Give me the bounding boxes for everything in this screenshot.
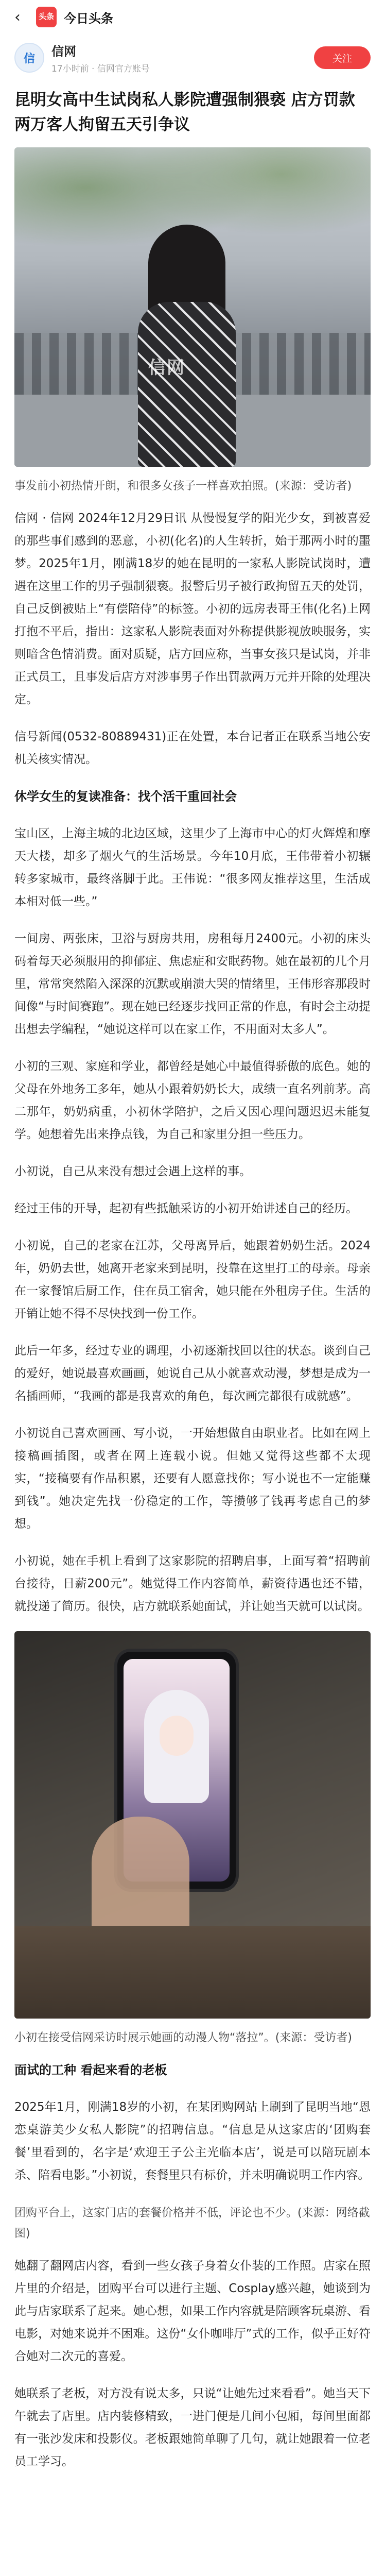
back-arrow-icon[interactable]: ‹ — [14, 8, 21, 26]
image-person-dress — [138, 302, 236, 467]
author-row — [0, 34, 385, 76]
image-1-caption: 事发前小初热情开朗，和很多女孩子一样喜欢拍照。(来源：受访者) — [14, 480, 352, 493]
paragraph-13: 团购平台上，这家门店的套餐价格并不低，评论也不少。(来源：网络截图) — [14, 2207, 370, 2240]
paragraph-9: 此后一年多，经过专业的调理，小初逐渐找回以往的状态。谈到自己的爱好，她说最喜欢画画，她说自己从小就喜欢动漫，梦想是成为一名插画师，“我画的都是我喜欢的角色，每次画完都很有成就感”。 — [14, 1344, 371, 1403]
section-heading-1: 休学女生的复读准备：找个活干重回社会 — [14, 789, 237, 804]
paragraph-15: 她联系了老板，对方没有说太多，只说“让她先过来看看”。她当天下午就去了店里。店内装修精致，一进门便是几间小包厢，每间里面都有一张沙发床和投影仪。老板跟她简单聊了几句，就让她跟着一位老员工学习。 — [14, 2387, 371, 2468]
author-meta: 17小时前 · 信网官方账号 — [51, 64, 150, 74]
app-logo-icon: 头条 — [36, 7, 57, 27]
article-image-2[interactable] — [14, 1631, 371, 2019]
follow-button[interactable]: 关注 — [314, 46, 371, 69]
app-name: 今日头条 — [64, 11, 113, 26]
paragraph-5: 小初的三观、家庭和学业，都曾经是她心中最值得骄傲的底色。她的父母在外地务工多年，她从小跟着奶奶长大，成绩一直名列前茅。高二那年，奶奶病重，小初休学陪护，之后又因心理问题迟迟未能复学。她想着先出来挣点钱，为自己和家里分担一些压力。 — [14, 1060, 371, 1141]
paragraph-12: 2025年1月，刚满18岁的小初，在某团购网站上刷到了昆明当地“恩恋桌游美少女私人影院”的招聘信息。“信息是从这家店的‘团购套餐’里看到的，名字是‘欢迎王子公主光临本店’，说是可以陪玩剧本杀、陪看电影。”小初说，套餐里只有标价，并未明确说明工作内容。 — [14, 2100, 371, 2182]
author-info — [51, 41, 307, 74]
paragraph-4: 一间房、两张床，卫浴与厨房共用，房租每月2400元。小初的床头码着每天必须服用的抑郁症、焦虑症和安眠药物。她在最初的几个月里，常常突然陷入深深的沉默或崩溃大哭的情绪里，王伟形容那段时间像“与时间赛跑”。现在她已经逐步找回正常的作息，有时会主动提出想去学编程，“她说这样可以在家工作，不用面对太多人”。 — [14, 932, 371, 1036]
paragraph-2: 信号新闻(0532-80889431)正在处置，本台记者正在联系当地公安机关核实情况。 — [14, 730, 371, 766]
image-table — [14, 1926, 371, 2019]
image-person — [133, 225, 241, 467]
paragraph-11: 小初说，她在手机上看到了这家影院的招聘启事，上面写着“招聘前台接待，日薪200元”。她觉得工作内容简单，薪资待遇也还不错，就投递了简历。很快，店方就联系她面试，并让她当天就可以试岗。 — [14, 1554, 371, 1613]
author-name[interactable]: 信网 — [51, 44, 76, 59]
image-anime-face — [160, 1716, 194, 1756]
paragraph-7: 经过王伟的开导，起初有些抵触采访的小初开始讲述自己的经历。 — [14, 1202, 358, 1215]
image-2-caption: 小初在接受信网采访时展示她画的动漫人物“落拉”。(来源：受访者) — [14, 2031, 352, 2044]
avatar[interactable]: 信 — [14, 43, 44, 73]
article-image-1[interactable] — [14, 147, 371, 467]
paragraph-6: 小初说，自己从来没有想过会遇上这样的事。 — [14, 1165, 251, 1178]
paragraph-3: 宝山区，上海主城的北边区域，这里少了上海市中心的灯火辉煌和摩天大楼，却多了烟火气的生活场景。今年10月底，王伟带着小初辗转多家城市，最终落脚于此。王伟说：“很多网友推荐这里，生活成本相对低一些。” — [14, 827, 371, 908]
paragraph-1: 信网 · 信网 2024年12月29日讯 从慢慢复学的阳光少女，到被喜爱的那些事们感到的恶意，小初(化名)的人生转折，始于那两小时的噩梦。2025年1月，刚满18岁的她在昆明的一家私人影院试岗时，遭遇在这里工作的男子强制猥亵。报警后男子被行政拘留五天的处罚，自己反倒被贴上“有偿陪侍”的标签。小初的远房表哥王伟(化名)上网打抱不平后，指出：这家私人影院表面对外称提供影视放映服务，实则暗含色情消费。面对质疑，店方回应称，当事女孩只是试岗，并非正式员工，且事发后店方对涉事男子作出罚款两万元并开除的处理决定。 — [14, 512, 371, 706]
top-bar — [0, 0, 385, 34]
paragraph-14: 她翻了翻网店内容，看到一些女孩子身着女仆装的工作照。店家在照片里的介绍是，团购平台可以进行主题、Cosplay感兴趣，她谈到为此与店家联系了起来。她心想，如果工作内容就是陪顾客玩桌游、看电影，对她来说并不困难。这份“女仆咖啡厅”式的工作，似乎正好符合她对二次元的喜爱。 — [14, 2259, 371, 2363]
image-watermark: 信网 — [148, 358, 185, 378]
paragraph-10: 小初说自己喜欢画画、写小说，一开始想做自由职业者。比如在网上接稿画插图，或者在网上连载小说。但她又觉得这些都不太现实，“接稿要有作品积累，还要有人愿意找你；写小说也不一定能赚到钱”。她决定先找一份稳定的工作，等攒够了钱再考虑自己的梦想。 — [14, 1427, 371, 1531]
paragraph-8: 小初说，自己的老家在江苏，父母离异后，她跟着奶奶生活。2024年，奶奶去世，她离开老家来到昆明，投靠在这里打工的母亲。母亲在一家餐馆后厨工作，住在员工宿舍，她只能在外租房子住。生活的开销让她不得不尽快找到一份工作。 — [14, 1239, 371, 1320]
section-heading-2: 面试的工种 看起来看的老板 — [14, 2063, 167, 2077]
article-title: 昆明女高中生试岗私人影院遭强制猥亵 店方罚款两万客人拘留五天引争议 — [14, 91, 355, 134]
